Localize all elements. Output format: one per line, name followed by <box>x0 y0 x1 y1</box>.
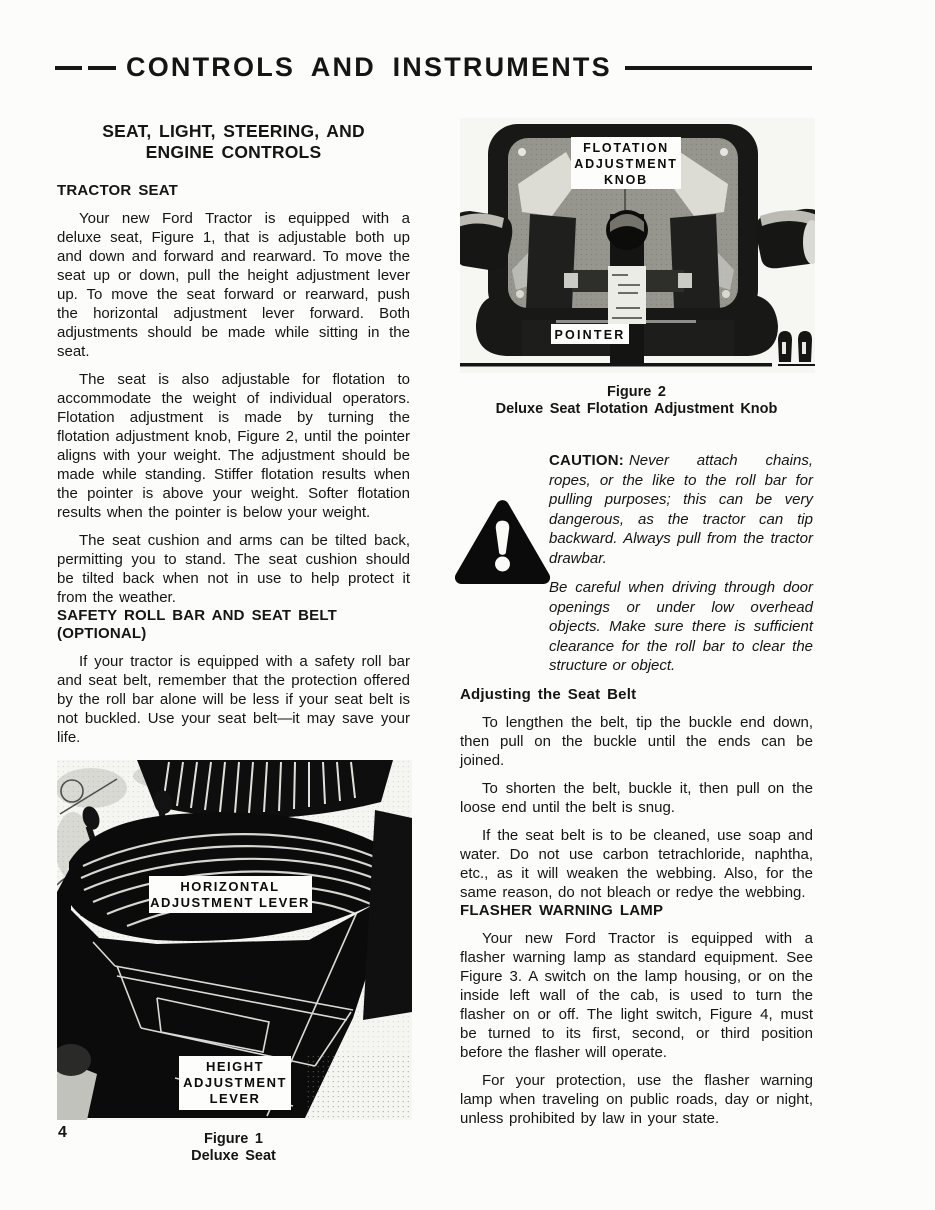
heading-flasher-warning-lamp: FLASHER WARNING LAMP <box>460 901 664 919</box>
caution-text-1: Never attach chains, ropes, or the like to the roll bar for pulling purposes; this can be very dangerous, as the tractor can tip backward. Always pull from the tractor drawbar. <box>549 452 813 567</box>
figure1-label-height-line1: HEIGHT <box>205 1059 265 1074</box>
header-rule-left-dash <box>55 66 82 70</box>
section-title <box>57 121 410 163</box>
figure1-label-height-line2: ADJUSTMENT <box>183 1075 287 1090</box>
page-header-title: CONTROLS AND INSTRUMENTS <box>126 52 612 82</box>
paragraph-flasher-1: Your new Ford Tractor is equipped with a flasher warning lamp as standard equipment. See Figure 3. A switch on the lamp housing, or on the inside left wall of the cab, is used to turn the flasher on or off. The light switch, Figure 4, must be turned to its first, second, or third position before the flasher will operate. <box>460 929 813 1061</box>
left-column <box>57 121 410 1165</box>
header-rule-right <box>625 66 812 70</box>
figure-2-illustration <box>460 118 815 373</box>
paragraph-seat-belt-1: To lengthen the belt, tip the buckle end down, then pull on the buckle until the ends can be joined. <box>460 713 813 769</box>
figure2-label-flotation-line1: FLOTATION <box>583 141 669 155</box>
figure-label-pointer <box>551 324 629 344</box>
header-rule-left-dash2 <box>88 66 116 70</box>
heading-adjusting-seat-belt: Adjusting the Seat Belt <box>460 685 637 703</box>
figure-2-caption <box>460 384 813 418</box>
figure-label-horizontal-adjustment-lever <box>149 876 312 913</box>
caution-label: CAUTION: <box>549 452 624 469</box>
paragraph-seat-belt-3: If the seat belt is to be cleaned, use soap and water. Do not use carbon tetrachloride, naphtha, etc., as it will weaken the webbing. Also, for the same reason, do not bleach or redye the webbing. <box>460 826 813 901</box>
heading-tractor-seat: TRACTOR SEAT <box>57 182 179 199</box>
figure-2-caption-number: Figure 2 <box>607 384 666 400</box>
figure2-label-pointer-text: POINTER <box>554 328 626 342</box>
page-header <box>55 52 812 83</box>
figure1-label-horizontal-line1: HORIZONTAL <box>180 879 280 894</box>
paragraph-tractor-seat-1: Your new Ford Tractor is equipped with a deluxe seat, Figure 1, that is adjustable both up and down and forward and rearward. To move the seat up or down, pull the height adjustment lever up. To move the seat forward or rearward, push the horizontal adjustment lever forward. Both adjustments should be made while sitting in the seat. <box>57 210 410 360</box>
paragraph-seat-belt-2: To shorten the belt, buckle it, then pull on the loose end until the belt is snug. <box>460 779 813 816</box>
caution-block <box>460 451 813 676</box>
figure-1-illustration <box>57 760 412 1120</box>
caution-paragraph-1 <box>549 451 813 568</box>
figure-1-image <box>57 760 410 1120</box>
figure-1-caption-number: Figure 1 <box>204 1131 263 1147</box>
figure2-label-flotation-line2: ADJUSTMENT <box>574 157 678 171</box>
paragraph-safety-roll-bar-1: If your tractor is equipped with a safety roll bar and seat belt, remember that the protection offered by the roll bar alone will be less if your seat belt is not buckled. Use your seat belt—it may save your life. <box>57 653 410 746</box>
figure-1-caption-title: Deluxe Seat <box>191 1148 276 1164</box>
section-title-line1: SEAT, LIGHT, STEERING, AND <box>102 121 365 141</box>
section-title-line2: ENGINE CONTROLS <box>145 142 322 162</box>
paragraph-tractor-seat-3: The seat cushion and arms can be tilted back, permitting you to stand. The seat cushion should be tilted back when not in use to help protect it from the weather. <box>57 532 410 606</box>
right-column <box>460 118 813 1128</box>
paragraph-flasher-2: For your protection, use the flasher warning lamp when traveling on public roads, day or night, unless prohibited by law in your state. <box>460 1071 813 1127</box>
figure1-label-height-line3: LEVER <box>209 1091 261 1106</box>
figure1-label-horizontal-line2: ADJUSTMENT LEVER <box>150 895 310 910</box>
figure-1-caption <box>57 1131 410 1165</box>
figure-2-caption-title: Deluxe Seat Flotation Adjustment Knob <box>495 401 778 417</box>
paragraph-tractor-seat-2: The seat is also adjustable for flotation to accommodate the weight of individual operators. Flotation adjustment is made by turning the flotation adjustment knob, Figure 2, until the pointer aligns with your weight. The adjustment should be made while standing. Stiffer flotation results when the pointer is above your weight. Softer flotation results when the pointer is below your weight. <box>57 371 410 521</box>
figure-2-image <box>460 118 813 373</box>
figure2-label-flotation-line3: KNOB <box>603 173 649 187</box>
caution-paragraph-2 <box>549 578 813 676</box>
figure-label-height-adjustment-lever <box>179 1056 291 1110</box>
caution-text-2: Be careful when driving through door openings or under low overhead objects. Make sure there is sufficient clearance for the roll bar to clear the structure or object. <box>549 579 813 674</box>
page-number: 4 <box>58 1124 67 1141</box>
heading-safety-roll-bar: SAFETY ROLL BAR AND SEAT BELT (OPTIONAL) <box>57 607 337 642</box>
warning-triangle-icon <box>454 497 551 589</box>
figure-label-flotation-adjustment-knob <box>571 137 681 189</box>
